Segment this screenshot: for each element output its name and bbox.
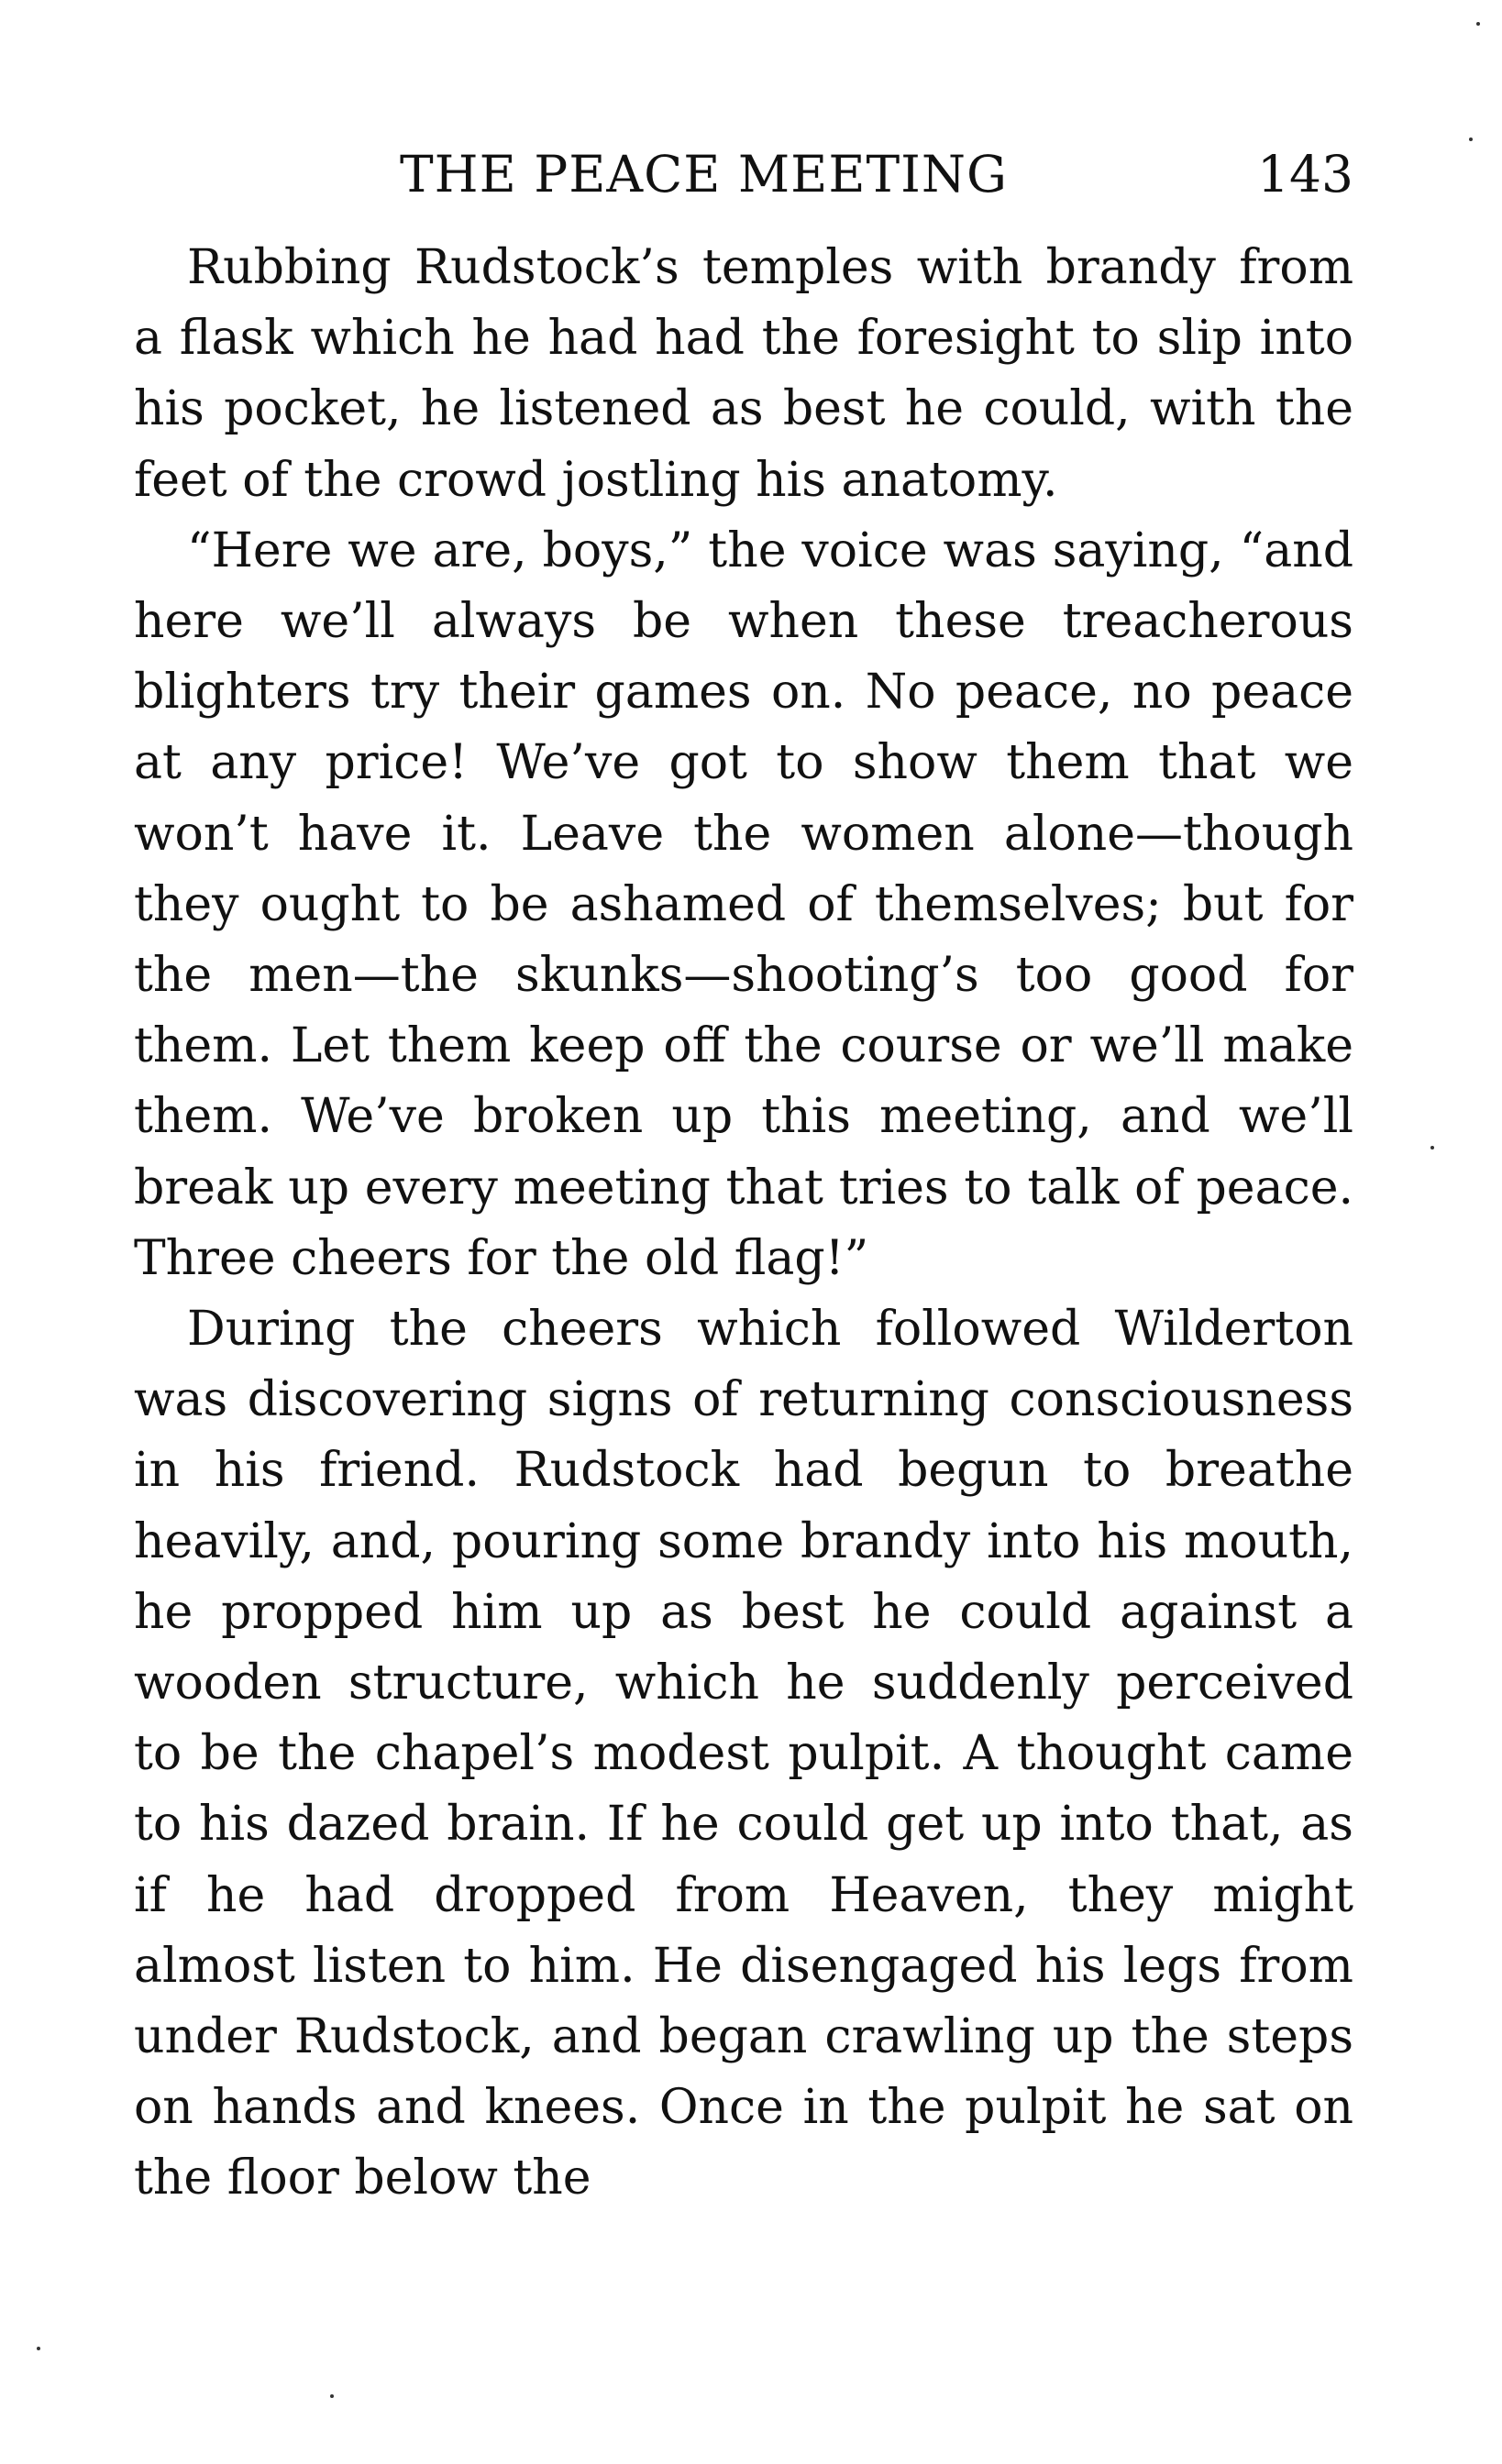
paragraph-1: Rubbing Rudstock’s temples with brandy from a flask which he had had the foresight to slip into his pocket, he listened as best he could, with the feet of the crowd jostling his anatomy.: [134, 240, 1353, 508]
scan-speck: [1430, 1146, 1434, 1150]
scan-speck: [1476, 22, 1480, 26]
scan-speck: [330, 2394, 334, 2398]
running-head: THE PEACE MEETING: [400, 145, 1008, 204]
body-text: [134, 233, 1353, 2215]
book-page: [134, 138, 1353, 2215]
scan-speck: [37, 2347, 40, 2350]
page-number: 143: [1257, 145, 1353, 204]
scan-speck: [1469, 138, 1473, 141]
paragraph-3: During the cheers which followed Wilderton was discovering signs of returning consciousness in his friend. Rudstock had begun to breathe heavily, and, pouring some brandy into his mouth, he propped him up as best he could against a wooden structure, which he suddenly perceived to be the chapel’s modest pulpit. A thought came to his dazed brain. If he could get up into that, as if he had dropped from Heaven, they might almost listen to him. He disengaged his legs from under Rudstock, and began crawling up the steps on hands and knees. Once in the pulpit he sat on the floor below the: [134, 1302, 1353, 2206]
page-header: [134, 138, 1353, 211]
paragraph-2: “Here we are, boys,” the voice was saying, “and here we’ll always be when these treacherous blighters try their games on. No peace, no peace at any price! We’ve got to show them that we won’t have it. Leave the women alone—though they ought to be ashamed of themselves; but for the men—the skunks—shooting’s too good for them. Let them keep off the course or we’ll make them. We’ve broken up this meeting, and we’ll break up every meeting that tries to talk of peace. Three cheers for the old flag!”: [134, 522, 1353, 1286]
